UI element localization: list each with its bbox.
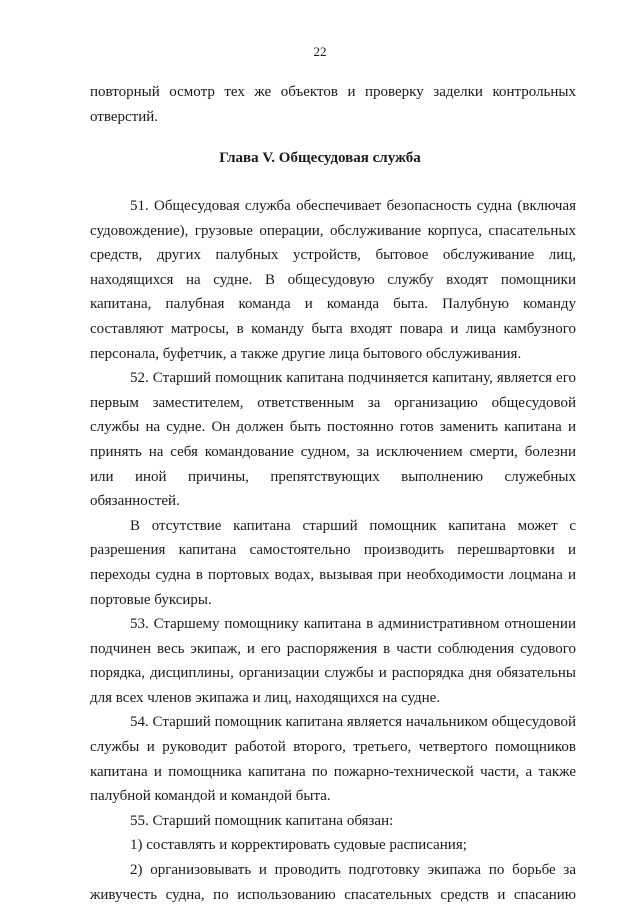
paragraph-55-item-2: 2) организовывать и проводить подготовку экипажа по борьбе за живучесть судна, по использованию спасательных средств и спасанию bbox=[90, 862, 576, 903]
intro-line-1: повторный осмотр тех же объектов и проверку заделки контрольных bbox=[90, 84, 576, 100]
paragraph-51: 51. Общесудовая служба обеспечивает безопасность судна (включая судовождение), грузовые операции, обслуживание корпуса, спасательных средств, других палубных устройств, бытовое обслуживание лиц, находящихся на судне. В общесудовую службу входят помощники капитана, палубная команда и команда быта. Палубную команду составляют матросы, в команду быта входят повара и лица камбузного персонала, буфетчик, а также другие лица бытового обслуживания. bbox=[90, 198, 576, 362]
intro-line-2: отверстий. bbox=[90, 108, 159, 125]
intro-paragraph bbox=[90, 80, 576, 129]
body-text bbox=[90, 194, 576, 907]
paragraph-54: 54. Старший помощник капитана является начальником общесудовой службы и руководит работой второго, третьего, четвертого помощников капитана и помощника капитана по пожарно-технической части, а также палубной командой и командой быта. bbox=[90, 714, 576, 805]
paragraph-53: 53. Старшему помощнику капитана в административном отношении подчинен весь экипаж, и его распоряжения в части соблюдения судового порядка, дисциплины, организации службы и распорядка дня обязательны для всех членов экипажа и лиц, находящихся на судне. bbox=[90, 616, 576, 706]
paragraph-52-continued: В отсутствие капитана старший помощник капитана может с разрешения капитана самостоятельно производить перешвартовки и переходы судна в портовых водах, вызывая при необходимости лоцмана и портовые буксиры. bbox=[90, 517, 576, 608]
chapter-title: Глава V. Общесудовая служба bbox=[219, 150, 421, 166]
paragraph-55: 55. Старший помощник капитана обязан: bbox=[130, 812, 394, 829]
page-number: 22 bbox=[313, 44, 327, 59]
paragraph-52: 52. Старший помощник капитана подчиняется капитану, является его первым заместителем, ответственным за организацию общесудовой службы на судне. Он должен быть постоянно готов заменить капитана и принять на себя командование судном, за исключением смерти, болезни или иной причины, препятствующих выполнению служебных обязанностей. bbox=[90, 370, 576, 510]
paragraph-55-item-1: 1) составлять и корректировать судовые расписания; bbox=[130, 837, 467, 854]
